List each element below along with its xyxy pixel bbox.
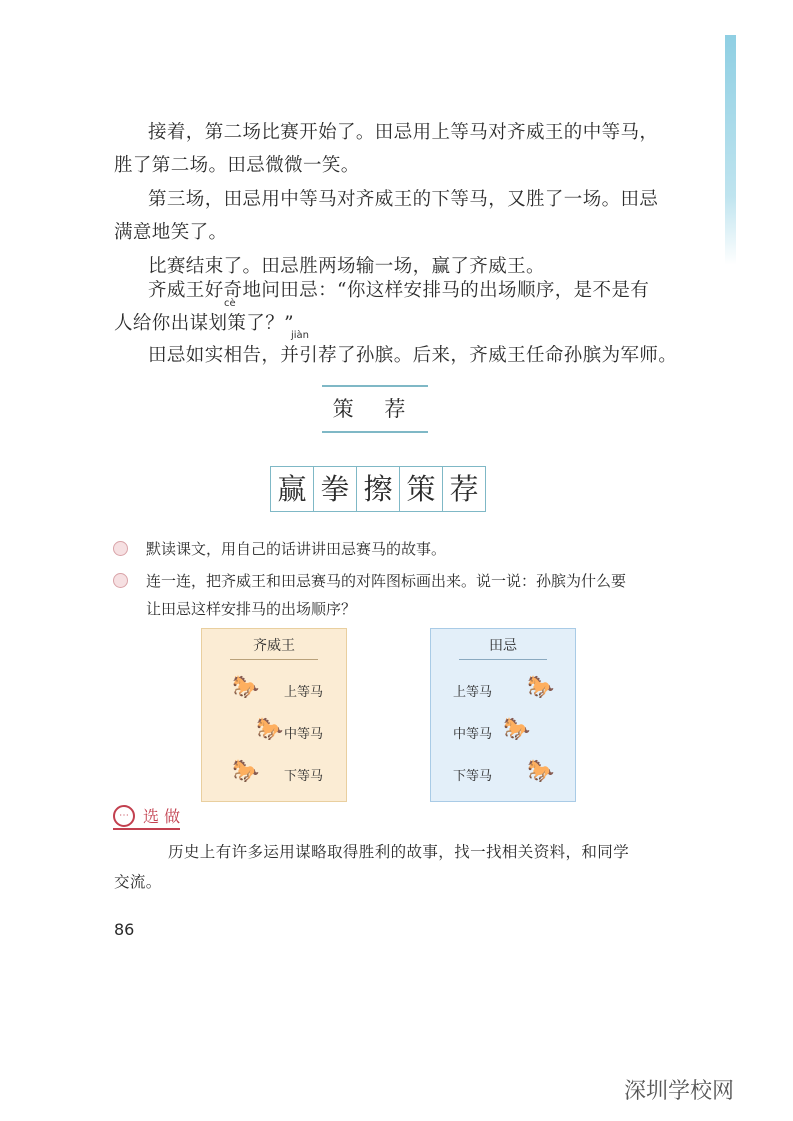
panel-row: 上等马 [284,685,324,700]
side-color-bar [725,35,736,265]
question-1 [113,538,446,559]
horse-icon: 🐎 [232,675,260,700]
divider [459,659,547,660]
horse-icon: 🐎 [527,759,555,784]
word-box: 策 荐 [322,385,428,433]
panel-qi-weiwang [201,628,347,802]
body-line: 齐威王好奇地问田忌：“你这样安排马的出场顺序，是不是有 [148,280,650,301]
optional-icon: ⋯ [113,805,135,827]
body-line: 第三场，田忌用中等马对齐威王的下等马，又胜了一场。田忌 [148,189,659,210]
panel-row: 下等马 [453,769,493,784]
panel-title: 齐威王 [253,638,295,654]
character-cell: 拳 [314,467,357,511]
panel-tian-ji [430,628,576,802]
panel-title: 田忌 [489,638,517,654]
bullet-icon [113,541,128,556]
pinyin-jian: jiàn [291,330,310,341]
page-number: 86 [114,920,135,939]
optional-line: 历史上有许多运用谋略取得胜利的故事，找一找相关资料，和同学 [168,843,630,861]
watermark: 深圳学校网 [624,1079,735,1104]
character-cell: 荐 [449,472,479,506]
character-grid [270,466,486,512]
bullet-icon [113,573,128,588]
optional-line: 交流。 [114,873,162,891]
optional-section-header [113,804,180,830]
optional-label: 选 做 [143,807,181,826]
character-cell: 赢 [271,467,314,511]
question-2-cont: 让田忌这样安排马的出场顺序？ [146,600,357,618]
horse-icon: 🐎 [527,675,555,700]
character-cell: 策 [400,467,443,511]
panel-row: 中等马 [284,727,324,742]
horse-icon: 🐎 [503,717,531,742]
panel-row: 中等马 [453,727,493,742]
body-line: 田忌如实相告，并引荐了孙膑。后来，齐威王任命孙膑为军师。 [148,345,678,366]
horse-icon: 🐎 [256,717,284,742]
body-line: 接着，第二场比赛开始了。田忌用上等马对齐威王的中等马， [148,122,659,143]
character-cell: 擦 [357,467,400,511]
panel-row: 上等马 [453,685,493,700]
question-text: 连一连，把齐威王和田忌赛马的对阵图标画出来。说一说：孙膑为什么要 [146,572,627,590]
pinyin-ce: cè [224,298,236,309]
horse-icon: 🐎 [232,759,260,784]
question-2 [113,570,626,591]
body-line: 比赛结束了。田忌胜两场输一场，赢了齐威王。 [148,256,545,277]
body-line: 人给你出谋划策了？” [114,313,294,334]
panel-row: 下等马 [284,769,324,784]
question-text: 默读课文，用自己的话讲讲田忌赛马的故事。 [146,540,447,558]
body-line: 满意地笑了。 [114,222,228,243]
divider [230,659,318,660]
body-line: 胜了第二场。田忌微微一笑。 [114,155,360,176]
